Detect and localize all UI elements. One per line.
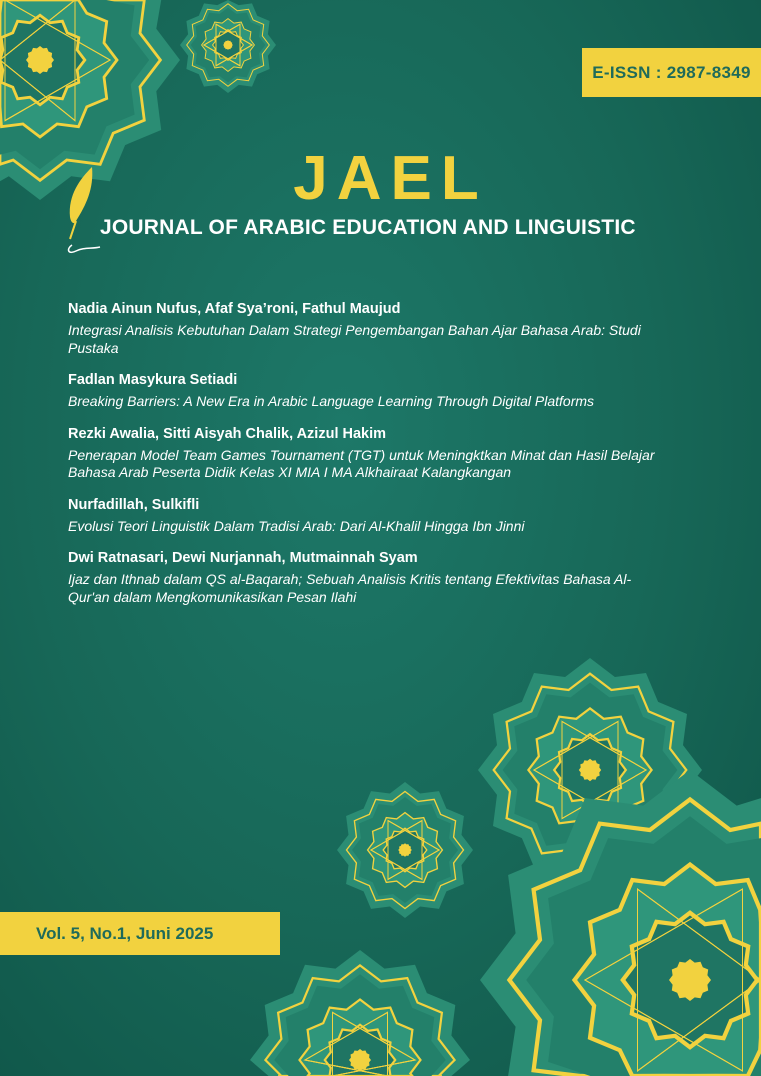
article-item — [68, 300, 668, 357]
rosette-ornament — [180, 0, 276, 93]
rosette-ornament — [337, 782, 473, 918]
article-item — [68, 549, 668, 606]
article-authors: Rezki Awalia, Sitti Aisyah Chalik, Azizul Hakim — [68, 425, 387, 442]
journal-full-name: JOURNAL OF ARABIC EDUCATION AND LINGUISTIC — [100, 216, 636, 239]
journal-acronym: JAEL — [293, 144, 488, 213]
article-authors: Fadlan Masykura Setiadi — [68, 372, 238, 388]
article-authors: Nadia Ainun Nufus, Afaf Sya’roni, Fathul Maujud — [68, 301, 401, 317]
article-item — [68, 371, 668, 411]
article-title: Evolusi Teori Linguistik Dalam Tradisi Arab: Dari Al-Khalil Hingga Ibn Jinni — [68, 517, 525, 534]
article-authors: Dwi Ratnasari, Dewi Nurjannah, Mutmainnah Syam — [68, 550, 418, 566]
article-list — [68, 300, 668, 620]
article-title: Breaking Barriers: A New Era in Arabic Language Learning Through Digital Platforms — [68, 393, 595, 409]
article-title: Penerapan Model Team Games Tournament (TGT) untuk Meningktkan Minat dan Hasil Belajar Bahasa Arab Peserta Didik Kelas XI MIA I MA Alkhairaat Kalangkangan — [68, 446, 655, 480]
issn-badge: E-ISSN : 2987-8349 — [582, 48, 761, 97]
article-title: Integrasi Analisis Kebutuhan Dalam Strategi Pengembangan Bahan Ajar Bahasa Arab: Studi Pustaka — [68, 322, 641, 356]
rosette-ornament — [250, 950, 470, 1076]
article-authors: Nurfadillah, Sulkifli — [68, 496, 200, 513]
article-item — [68, 496, 668, 536]
article-title: Ijaz dan Ithnab dalam QS al-Baqarah; Sebuah Analisis Kritis tentang Efektivitas Bahasa Al-Qur'an dalam Mengkomunikasikan Pesan Ilahi — [68, 571, 632, 605]
article-item — [68, 425, 668, 482]
volume-badge: Vol. 5, No.1, Juni 2025 — [0, 912, 280, 955]
